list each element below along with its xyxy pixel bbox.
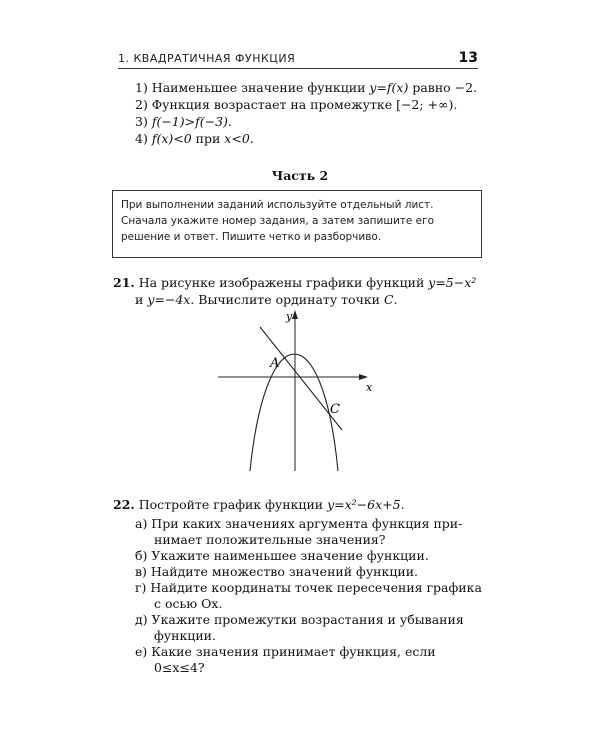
task-22-item: в) Найдите множество значений функции. <box>135 564 419 579</box>
task-21-line-2: и y=−4x. Вычислите ординату точки C. <box>135 292 398 307</box>
parabola-curve <box>250 354 338 471</box>
task-22-item: функции. <box>154 628 216 643</box>
chapter-title: 1. КВАДРАТИЧНАЯ ФУНКЦИЯ <box>118 52 296 65</box>
task-22-item: нимает положительные значения? <box>154 532 386 547</box>
page-header <box>118 50 478 70</box>
task-22-line-1: 22. Постройте график функции y=x²−6x+5. <box>113 497 405 512</box>
task-22-item: с осью Ox. <box>154 596 223 611</box>
part-title: Часть 2 <box>271 168 329 183</box>
instructions-box <box>112 190 482 258</box>
point-a-label: A <box>270 356 280 371</box>
statement-3: 3) f(−1)>f(−3). <box>135 114 232 129</box>
statement-4: 4) f(x)<0 при x<0. <box>135 131 254 146</box>
task-22-item: г) Найдите координаты точек пересечения графика <box>135 580 482 595</box>
header-divider <box>118 68 478 69</box>
task-22-item: е) Какие значения принимает функция, если <box>135 644 436 659</box>
y-axis-arrow <box>292 310 298 319</box>
task-22-item: а) При каких значениях аргумента функция при- <box>135 516 463 531</box>
y-axis-label: y <box>286 310 293 323</box>
statement-2: 2) Функция возрастает на промежутке [−2; +∞). <box>135 97 458 112</box>
function-graph <box>218 305 378 475</box>
x-axis-arrow <box>359 374 368 380</box>
page-number: 13 <box>458 50 478 66</box>
statement-1: 1) Наименьшее значение функции y=f(x) равно −2. <box>135 80 478 95</box>
x-axis-label: x <box>366 381 373 394</box>
task-21-line-1: 21. На рисунке изображены графики функций y=5−x² <box>113 275 477 290</box>
task-22-item: д) Укажите промежутки возрастания и убывания <box>135 612 464 627</box>
instructions-text: При выполнении заданий используйте отдельный лист. Сначала укажите номер задания, а затем запишите его решение и ответ. Пишите четко и разборчиво. <box>121 199 435 243</box>
point-c-label: C <box>330 402 340 417</box>
task-22-item: б) Укажите наименьшее значение функции. <box>135 548 429 563</box>
task-22-item: 0≤x≤4? <box>154 660 205 675</box>
